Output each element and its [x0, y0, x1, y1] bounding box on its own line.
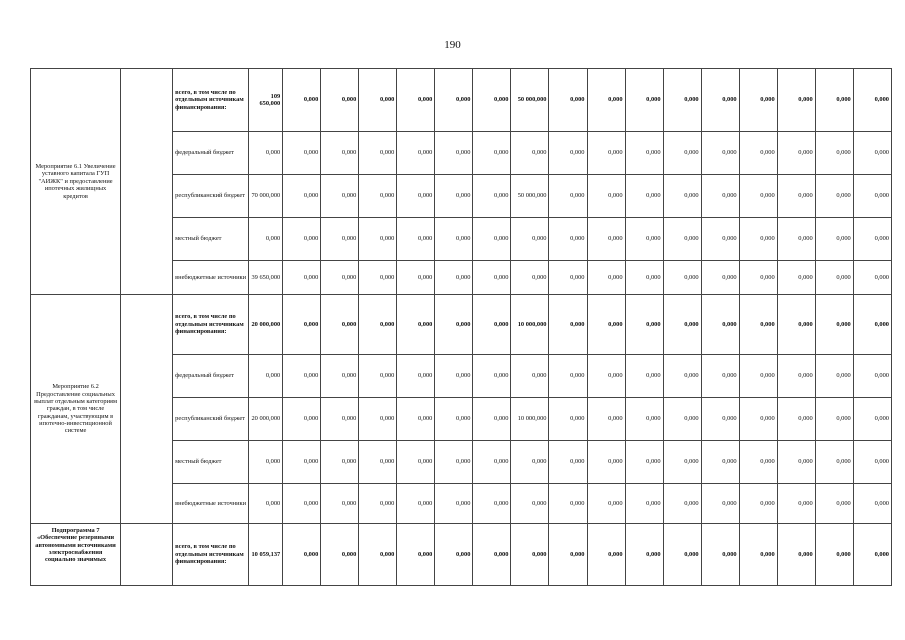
- year-amount-cell: 0,000: [397, 69, 435, 132]
- year-amount-cell: 0,000: [701, 218, 739, 261]
- year-amount-cell: 0,000: [663, 295, 701, 355]
- year-amount-cell: 0,000: [283, 355, 321, 398]
- year-amount-cell: 0,000: [473, 261, 511, 295]
- year-amount-cell: 0,000: [397, 355, 435, 398]
- year-amount-cell: 0,000: [359, 355, 397, 398]
- year-amount-cell: 0,000: [511, 441, 549, 484]
- year-amount-cell: 0,000: [359, 175, 397, 218]
- year-amount-cell: 0,000: [397, 441, 435, 484]
- year-amount-cell: 0,000: [815, 441, 853, 484]
- page-number: 190: [444, 39, 461, 51]
- responsible-cell: [121, 295, 173, 524]
- year-amount-cell: 0,000: [739, 132, 777, 175]
- year-amount-cell: 0,000: [511, 132, 549, 175]
- year-amount-cell: 0,000: [777, 261, 815, 295]
- year-amount-cell: 0,000: [587, 295, 625, 355]
- year-amount-cell: 0,000: [549, 295, 587, 355]
- year-amount-cell: 0,000: [321, 355, 359, 398]
- total-amount-cell: 0,000: [249, 218, 283, 261]
- year-amount-cell: 0,000: [663, 69, 701, 132]
- year-amount-cell: 0,000: [815, 175, 853, 218]
- year-amount-cell: 0,000: [473, 524, 511, 586]
- year-amount-cell: 0,000: [625, 218, 663, 261]
- responsible-cell: [121, 524, 173, 586]
- year-amount-cell: 0,000: [663, 261, 701, 295]
- year-amount-cell: 0,000: [473, 398, 511, 441]
- year-amount-cell: 0,000: [777, 355, 815, 398]
- year-amount-cell: 0,000: [663, 524, 701, 586]
- total-amount-cell: 20 000,000: [249, 295, 283, 355]
- year-amount-cell: 0,000: [739, 261, 777, 295]
- year-amount-cell: 0,000: [663, 484, 701, 524]
- year-amount-cell: 0,000: [587, 441, 625, 484]
- year-amount-cell: 0,000: [701, 261, 739, 295]
- year-amount-cell: 0,000: [739, 524, 777, 586]
- year-amount-cell: 0,000: [549, 484, 587, 524]
- year-amount-cell: 0,000: [625, 398, 663, 441]
- year-amount-cell: 0,000: [549, 398, 587, 441]
- year-amount-cell: 0,000: [625, 69, 663, 132]
- year-amount-cell: 0,000: [549, 261, 587, 295]
- year-amount-cell: 0,000: [397, 261, 435, 295]
- year-amount-cell: 0,000: [283, 398, 321, 441]
- year-amount-cell: 0,000: [739, 69, 777, 132]
- total-amount-cell: 0,000: [249, 484, 283, 524]
- year-amount-cell: 0,000: [587, 218, 625, 261]
- total-amount-cell: 10 059,137: [249, 524, 283, 586]
- budget-table: [30, 68, 892, 586]
- year-amount-cell: 0,000: [625, 355, 663, 398]
- year-amount-cell: 0,000: [587, 524, 625, 586]
- year-amount-cell: 0,000: [473, 218, 511, 261]
- year-amount-cell: 0,000: [321, 484, 359, 524]
- year-amount-cell: 0,000: [397, 295, 435, 355]
- year-amount-cell: 0,000: [321, 218, 359, 261]
- year-amount-cell: 0,000: [283, 132, 321, 175]
- year-amount-cell: 0,000: [587, 484, 625, 524]
- year-amount-cell: 0,000: [283, 524, 321, 586]
- year-amount-cell: 0,000: [777, 295, 815, 355]
- year-amount-cell: 0,000: [435, 484, 473, 524]
- year-amount-cell: 0,000: [777, 441, 815, 484]
- year-amount-cell: 0,000: [283, 295, 321, 355]
- year-amount-cell: 0,000: [435, 524, 473, 586]
- year-amount-cell: 0,000: [815, 132, 853, 175]
- year-amount-cell: 0,000: [815, 484, 853, 524]
- year-amount-cell: 0,000: [359, 484, 397, 524]
- year-amount-cell: 0,000: [435, 132, 473, 175]
- year-amount-cell: 0,000: [853, 218, 891, 261]
- year-amount-cell: 0,000: [701, 355, 739, 398]
- year-amount-cell: 0,000: [853, 175, 891, 218]
- year-amount-cell: 0,000: [359, 132, 397, 175]
- year-amount-cell: 0,000: [777, 69, 815, 132]
- funding-source-cell: федеральный бюджет: [173, 355, 249, 398]
- year-amount-cell: 0,000: [853, 132, 891, 175]
- year-amount-cell: 0,000: [625, 261, 663, 295]
- year-amount-cell: 0,000: [283, 175, 321, 218]
- year-amount-cell: 0,000: [549, 218, 587, 261]
- year-amount-cell: 0,000: [435, 175, 473, 218]
- total-amount-cell: 0,000: [249, 441, 283, 484]
- year-amount-cell: 0,000: [473, 441, 511, 484]
- year-amount-cell: 0,000: [397, 398, 435, 441]
- year-amount-cell: 0,000: [435, 69, 473, 132]
- total-amount-cell: 70 000,000: [249, 175, 283, 218]
- year-amount-cell: 0,000: [283, 218, 321, 261]
- year-amount-cell: 0,000: [321, 524, 359, 586]
- year-amount-cell: 0,000: [321, 69, 359, 132]
- year-amount-cell: 0,000: [321, 398, 359, 441]
- total-amount-cell: 20 000,000: [249, 398, 283, 441]
- year-amount-cell: 0,000: [625, 441, 663, 484]
- year-amount-cell: 0,000: [473, 484, 511, 524]
- year-amount-cell: 0,000: [549, 175, 587, 218]
- year-amount-cell: 50 000,000: [511, 69, 549, 132]
- program-name-cell: Мероприятие 6.2 Предоставление социальных выплат отдельным категориям граждан, в том числе гражданам, участвующим в ипотечно-инвестиционной системе: [31, 295, 121, 524]
- funding-source-cell: республиканский бюджет: [173, 175, 249, 218]
- year-amount-cell: 0,000: [815, 261, 853, 295]
- funding-source-cell: внебюджетные источники: [173, 261, 249, 295]
- year-amount-cell: 0,000: [549, 355, 587, 398]
- year-amount-cell: 0,000: [359, 261, 397, 295]
- year-amount-cell: 0,000: [739, 295, 777, 355]
- year-amount-cell: 10 000,000: [511, 398, 549, 441]
- year-amount-cell: 0,000: [625, 524, 663, 586]
- year-amount-cell: 0,000: [359, 398, 397, 441]
- funding-source-cell: всего, в том числе по отдельным источникам финансирования:: [173, 524, 249, 586]
- year-amount-cell: 50 000,000: [511, 175, 549, 218]
- year-amount-cell: 0,000: [663, 175, 701, 218]
- year-amount-cell: 0,000: [435, 218, 473, 261]
- table-row: [31, 295, 892, 355]
- year-amount-cell: 0,000: [815, 69, 853, 132]
- program-name-cell: Мероприятие 6.1 Увеличение уставного капитала ГУП "АИЖК" и предоставление ипотечных жилищных кредитов: [31, 69, 121, 295]
- year-amount-cell: 0,000: [397, 524, 435, 586]
- year-amount-cell: 0,000: [739, 398, 777, 441]
- year-amount-cell: 0,000: [321, 261, 359, 295]
- funding-source-cell: внебюджетные источники: [173, 484, 249, 524]
- year-amount-cell: 0,000: [587, 398, 625, 441]
- table-row: [31, 524, 892, 586]
- funding-source-cell: республиканский бюджет: [173, 398, 249, 441]
- table-row: [31, 69, 892, 132]
- year-amount-cell: 0,000: [815, 355, 853, 398]
- year-amount-cell: 0,000: [815, 218, 853, 261]
- funding-source-cell: федеральный бюджет: [173, 132, 249, 175]
- year-amount-cell: 0,000: [701, 441, 739, 484]
- year-amount-cell: 0,000: [359, 441, 397, 484]
- year-amount-cell: 0,000: [587, 69, 625, 132]
- year-amount-cell: 0,000: [359, 218, 397, 261]
- year-amount-cell: 0,000: [739, 175, 777, 218]
- year-amount-cell: 0,000: [701, 69, 739, 132]
- year-amount-cell: 0,000: [853, 398, 891, 441]
- year-amount-cell: 0,000: [283, 484, 321, 524]
- year-amount-cell: 0,000: [853, 69, 891, 132]
- year-amount-cell: 0,000: [435, 398, 473, 441]
- year-amount-cell: 0,000: [473, 355, 511, 398]
- year-amount-cell: 0,000: [777, 524, 815, 586]
- year-amount-cell: 0,000: [663, 355, 701, 398]
- year-amount-cell: 0,000: [283, 441, 321, 484]
- year-amount-cell: 0,000: [359, 524, 397, 586]
- year-amount-cell: 0,000: [473, 69, 511, 132]
- year-amount-cell: 0,000: [511, 484, 549, 524]
- year-amount-cell: 0,000: [321, 295, 359, 355]
- year-amount-cell: 0,000: [853, 484, 891, 524]
- year-amount-cell: 0,000: [511, 261, 549, 295]
- year-amount-cell: 0,000: [435, 295, 473, 355]
- year-amount-cell: 10 000,000: [511, 295, 549, 355]
- year-amount-cell: 0,000: [321, 441, 359, 484]
- year-amount-cell: 0,000: [321, 132, 359, 175]
- year-amount-cell: 0,000: [397, 484, 435, 524]
- year-amount-cell: 0,000: [625, 295, 663, 355]
- year-amount-cell: 0,000: [435, 355, 473, 398]
- year-amount-cell: 0,000: [587, 175, 625, 218]
- year-amount-cell: 0,000: [397, 132, 435, 175]
- year-amount-cell: 0,000: [359, 69, 397, 132]
- year-amount-cell: 0,000: [701, 132, 739, 175]
- year-amount-cell: 0,000: [321, 175, 359, 218]
- funding-source-cell: местный бюджет: [173, 441, 249, 484]
- year-amount-cell: 0,000: [397, 175, 435, 218]
- year-amount-cell: 0,000: [283, 69, 321, 132]
- year-amount-cell: 0,000: [777, 132, 815, 175]
- funding-source-cell: местный бюджет: [173, 218, 249, 261]
- year-amount-cell: 0,000: [701, 524, 739, 586]
- year-amount-cell: 0,000: [663, 132, 701, 175]
- responsible-cell: [121, 69, 173, 295]
- year-amount-cell: 0,000: [435, 261, 473, 295]
- year-amount-cell: 0,000: [625, 132, 663, 175]
- year-amount-cell: 0,000: [359, 295, 397, 355]
- year-amount-cell: 0,000: [625, 484, 663, 524]
- year-amount-cell: 0,000: [473, 175, 511, 218]
- funding-source-cell: всего, в том числе по отдельным источникам финансирования:: [173, 69, 249, 132]
- total-amount-cell: 0,000: [249, 132, 283, 175]
- total-amount-cell: 109 650,000: [249, 69, 283, 132]
- year-amount-cell: 0,000: [549, 69, 587, 132]
- year-amount-cell: 0,000: [587, 355, 625, 398]
- year-amount-cell: 0,000: [511, 218, 549, 261]
- year-amount-cell: 0,000: [739, 218, 777, 261]
- year-amount-cell: 0,000: [701, 484, 739, 524]
- total-amount-cell: 0,000: [249, 355, 283, 398]
- year-amount-cell: 0,000: [283, 261, 321, 295]
- year-amount-cell: 0,000: [587, 261, 625, 295]
- year-amount-cell: 0,000: [739, 484, 777, 524]
- total-amount-cell: 39 650,000: [249, 261, 283, 295]
- year-amount-cell: 0,000: [625, 175, 663, 218]
- year-amount-cell: 0,000: [701, 175, 739, 218]
- funding-source-cell: всего, в том числе по отдельным источникам финансирования:: [173, 295, 249, 355]
- year-amount-cell: 0,000: [853, 441, 891, 484]
- year-amount-cell: 0,000: [777, 175, 815, 218]
- year-amount-cell: 0,000: [777, 484, 815, 524]
- year-amount-cell: 0,000: [853, 355, 891, 398]
- year-amount-cell: 0,000: [663, 441, 701, 484]
- year-amount-cell: 0,000: [777, 218, 815, 261]
- year-amount-cell: 0,000: [511, 524, 549, 586]
- year-amount-cell: 0,000: [473, 132, 511, 175]
- year-amount-cell: 0,000: [815, 524, 853, 586]
- year-amount-cell: 0,000: [777, 398, 815, 441]
- year-amount-cell: 0,000: [815, 295, 853, 355]
- year-amount-cell: 0,000: [549, 132, 587, 175]
- year-amount-cell: 0,000: [473, 295, 511, 355]
- year-amount-cell: 0,000: [663, 218, 701, 261]
- year-amount-cell: 0,000: [663, 398, 701, 441]
- year-amount-cell: 0,000: [511, 355, 549, 398]
- year-amount-cell: 0,000: [739, 441, 777, 484]
- year-amount-cell: 0,000: [739, 355, 777, 398]
- year-amount-cell: 0,000: [549, 441, 587, 484]
- year-amount-cell: 0,000: [853, 261, 891, 295]
- year-amount-cell: 0,000: [549, 524, 587, 586]
- year-amount-cell: 0,000: [701, 398, 739, 441]
- year-amount-cell: 0,000: [815, 398, 853, 441]
- year-amount-cell: 0,000: [701, 295, 739, 355]
- year-amount-cell: 0,000: [853, 295, 891, 355]
- year-amount-cell: 0,000: [853, 524, 891, 586]
- year-amount-cell: 0,000: [435, 441, 473, 484]
- program-name-cell: Подпрограмма 7 «Обеспечение резервными автономными источниками электроснабжения социально значимых: [31, 524, 121, 586]
- year-amount-cell: 0,000: [397, 218, 435, 261]
- year-amount-cell: 0,000: [587, 132, 625, 175]
